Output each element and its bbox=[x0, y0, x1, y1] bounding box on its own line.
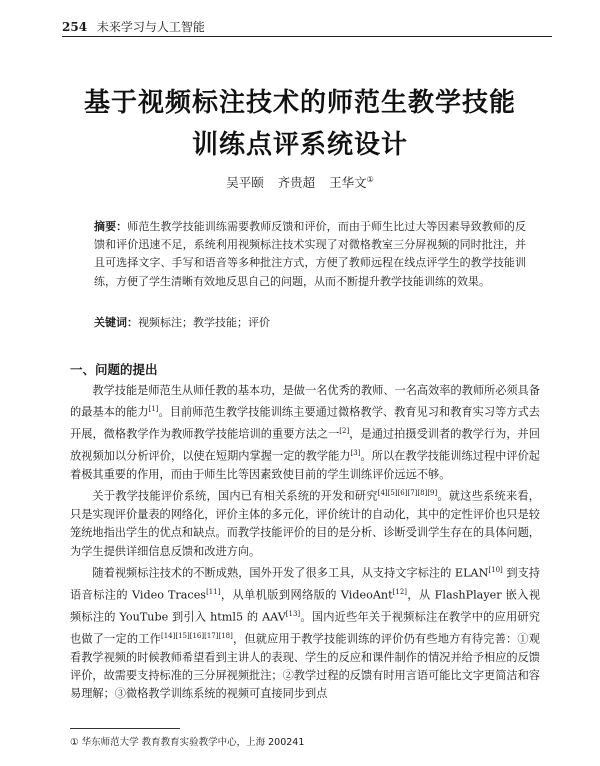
paragraph-text: 随着视频标注技术的不断成熟，国外开发了很多工具，从支持文字标注的 ELAN bbox=[92, 566, 489, 580]
citation: [13] bbox=[285, 609, 301, 618]
paragraph-text: 。目前师范生教学技能训练主要通过微格教学、教育见习和教育实习等方式去开展，微格教学作为教师教学技能培训的重要方法之一 bbox=[70, 405, 540, 441]
paragraph-text: ，是通过拍摄受训者的教学行为，并回放视频加以分析评价，以使在短期内掌握一定的教学能力 bbox=[70, 427, 540, 463]
running-header bbox=[62, 20, 552, 37]
paragraph-text: 教学技能是师范生从师任教的基本功，是做一名优秀的教师、一名高效率的教师所必须具备的最基本的能力 bbox=[70, 384, 540, 419]
citation: [1] bbox=[148, 405, 159, 414]
paragraph-text: 关于教学技能评价系统，国内已有相关系统的开发和研究 bbox=[92, 489, 378, 503]
article-title-line-2: 训练点评系统设计 bbox=[191, 130, 408, 160]
abstract-text: 师范生教学技能训练需要教师反馈和评价，而由于师生比过大等因素导致教师的反馈和评价迅速不足，系统利用视频标注技术实现了对微格教室三分屏视频的同时批注，并且可选择文字、手写和语音等多种批注方式，方便了教师远程在线点评学生的教学技能训练，方便了学生清晰有效地反思自己的问题，从而不断提升教学技能训练的效果。 bbox=[94, 220, 527, 288]
citation: [10] bbox=[488, 565, 503, 574]
journal-name: 未来学习与人工智能 bbox=[96, 20, 205, 34]
citation: [4][5][6][7][8][9] bbox=[377, 489, 438, 498]
paragraph-text: 。就这些系统来看，只是实现评价量表的网络化，评价主体的多元化，评价统计的自动化，其中的定性评价也只是较笼统地指出学生的优点和缺点。而教学技能评价的目的是分析、诊断受训学生存在的具体问题，为学生提供详细信息反馈和改进方向。 bbox=[70, 489, 540, 558]
paragraph-3 bbox=[70, 561, 540, 703]
keywords bbox=[94, 314, 526, 332]
paragraph-text: ，从单机版到网络版的 VideoAnt bbox=[220, 588, 393, 602]
keywords-text: 视频标注；教学技能；评价 bbox=[138, 316, 270, 329]
footnote-divider bbox=[70, 728, 180, 729]
citation: [3] bbox=[350, 449, 361, 458]
article-title-line-1: 基于视频标注技术的师范生教学技能 bbox=[83, 88, 516, 118]
paragraph-text: ，但就应用于教学技能训练的评价仍有些地方有待完善：①观看教学视频的时候教师希望看到主讲人的表现、学生的反应和课件制作的情况并给予相应的反馈评价，故需要支持标准的三分屏视频批注；②教学过程的反馈有时用言语可能比文字更简洁和容易理解；③微格教学训练系统的视频可直接同步到点 bbox=[70, 632, 540, 700]
citation: [12] bbox=[392, 587, 408, 596]
footnote bbox=[70, 734, 304, 748]
author-names: 吴平颐 齐贵超 王华文 bbox=[226, 175, 367, 190]
citation: [14][15][16][17][18] bbox=[161, 631, 233, 640]
body-text bbox=[70, 382, 540, 703]
abstract-label: 摘要： bbox=[94, 220, 128, 233]
page-number: 254 bbox=[62, 20, 88, 34]
footnote-marker: ① bbox=[70, 737, 79, 748]
footnote-text: 华东师范大学 教育教育实验教学中心，上海 200241 bbox=[81, 737, 305, 748]
abstract bbox=[94, 218, 526, 291]
paragraph-text: 。所以在教学技能训练过程中评价起着极其重要的作用，而由于师生比等因素致使目前的学生训练评价远远不够。 bbox=[70, 449, 540, 482]
author-list bbox=[0, 173, 600, 191]
paragraph-1 bbox=[70, 382, 540, 484]
paragraph-text: 到支持语音标注的 Video Traces bbox=[70, 566, 540, 602]
citation: [2] bbox=[339, 427, 350, 436]
citation: [11] bbox=[206, 587, 221, 596]
paragraph-text: ，从 FlashPlayer 嵌入视频标注的 YouTube 到引入 html5 的 AAV bbox=[70, 588, 541, 624]
author-affiliation-marker: ① bbox=[366, 174, 374, 184]
keywords-label: 关键词： bbox=[94, 316, 138, 329]
paragraph-text: 。国内近些年关于视频标注在教学中的应用研究也做了一定的工作 bbox=[70, 610, 540, 646]
paragraph-2 bbox=[70, 484, 540, 561]
section-heading: 一、问题的提出 bbox=[70, 362, 158, 377]
